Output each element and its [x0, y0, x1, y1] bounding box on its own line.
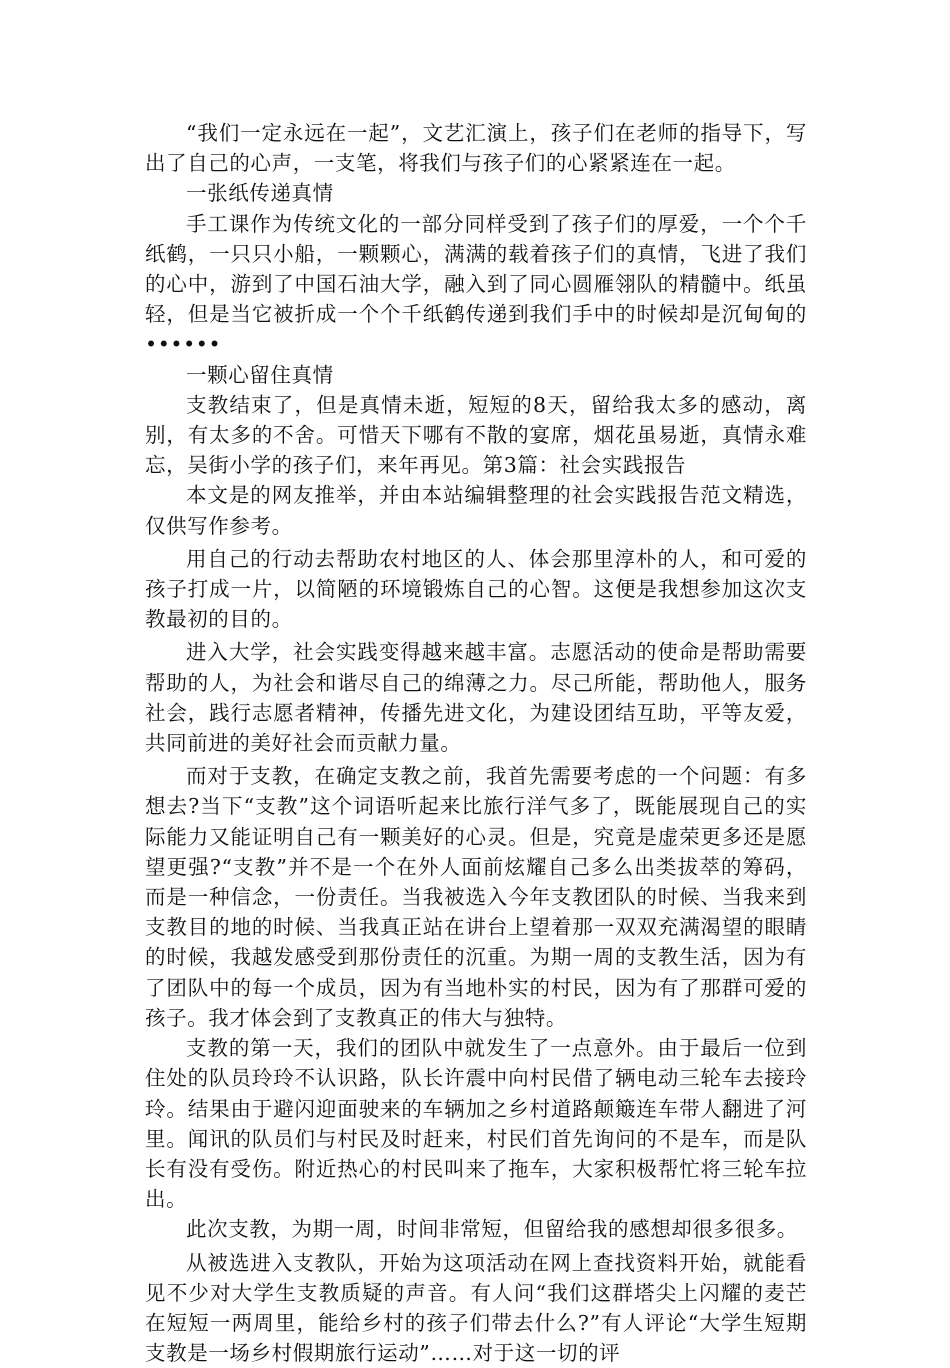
paragraph: 进入大学，社会实践变得越来越丰富。志愿活动的使命是帮助需要帮助的人，为社会和谐尽自己的绵薄之力。尽己所能，帮助他人，服务社会，践行志愿者精神，传播先进文化，为建设团结互助，平等友爱，共同前进的美好社会而贡献力量。: [145, 640, 807, 756]
paragraph: 手工课作为传统文化的一部分同样受到了孩子们的厚爱，一个个千纸鹤，一只只小船，一颗颗心，满满的载着孩子们的真情，飞进了我们的心中，游到了中国石油大学，融入到了同心圆雁翎队的精髓中。纸虽轻，但是当它被折成一个个千纸鹤传递到我们手中的时候却是沉甸甸的••••••: [145, 211, 807, 357]
paragraph: 支教结束了，但是真情未逝，短短的8天，留给我太多的感动，离别，有太多的不舍。可惜天下哪有不散的宴席，烟花虽易逝，真情永难忘，吴街小学的孩子们，来年再见。第3篇：社会实践报告: [145, 392, 807, 478]
paragraph: 本文是的网友推举，并由本站编辑整理的社会实践报告范文精选，仅供写作参考。: [145, 483, 807, 538]
section-heading: 一张纸传递真情: [186, 181, 334, 206]
paragraph: 支教的第一天，我们的团队中就发生了一点意外。由于最后一位到住处的队员玲玲不认识路，队长许震中向村民借了辆电动三轮车去接玲玲。结果由于避闪迎面驶来的车辆加之乡村道路颠簸连车带人翻进了河里。闻讯的队员们与村民及时赶来，村民们首先询问的不是车，而是队长有没有受伤。附近热心的村民叫来了拖车，大家积极帮忙将三轮车拉出。: [145, 1036, 807, 1212]
paragraph: “我们一定永远在一起”，文艺汇演上，孩子们在老师的指导下，写出了自己的心声，一支笔，将我们与孩子们的心紧紧连在一起。: [145, 121, 807, 176]
paragraph: 用自己的行动去帮助农村地区的人、体会那里淳朴的人，和可爱的孩子打成一片，以简陋的环境锻炼自己的心智。这便是我想参加这次支教最初的目的。: [145, 546, 807, 632]
section-heading: 一颗心留住真情: [186, 362, 334, 387]
paragraph: 此次支教，为期一周，时间非常短，但留给我的感想却很多很多。: [186, 1217, 798, 1242]
document-body: [145, 118, 807, 1368]
paragraph: 从被选进入支教队，开始为这项活动在网上查找资料开始，就能看见不少对大学生支教质疑的声音。有人问“我们这群塔尖上闪耀的麦芒在短短一两周里，能给乡村的孩子们带去什么?”有人评论“大学生短期支教是一场乡村假期旅行运动”……对于这一切的评: [145, 1250, 807, 1366]
paragraph: 而对于支教，在确定支教之前，我首先需要考虑的一个问题：有多想去?当下“支教”这个词语听起来比旅行洋气多了，既能展现自己的实际能力又能证明自己有一颗美好的心灵。但是，究竟是虚荣更多还是愿望更强?“支教”并不是一个在外人面前炫耀自己多么出类拔萃的筹码，而是一种信念，一份责任。当我被选入今年支教团队的时候、当我来到支教目的地的时候、当我真正站在讲台上望着那一双双充满渴望的眼睛的时候，我越发感受到那份责任的沉重。为期一周的支教生活，因为有了团队中的每一个成员，因为有当地朴实的村民，因为有了那群可爱的孩子。我才体会到了支教真正的伟大与独特。: [145, 764, 807, 1030]
